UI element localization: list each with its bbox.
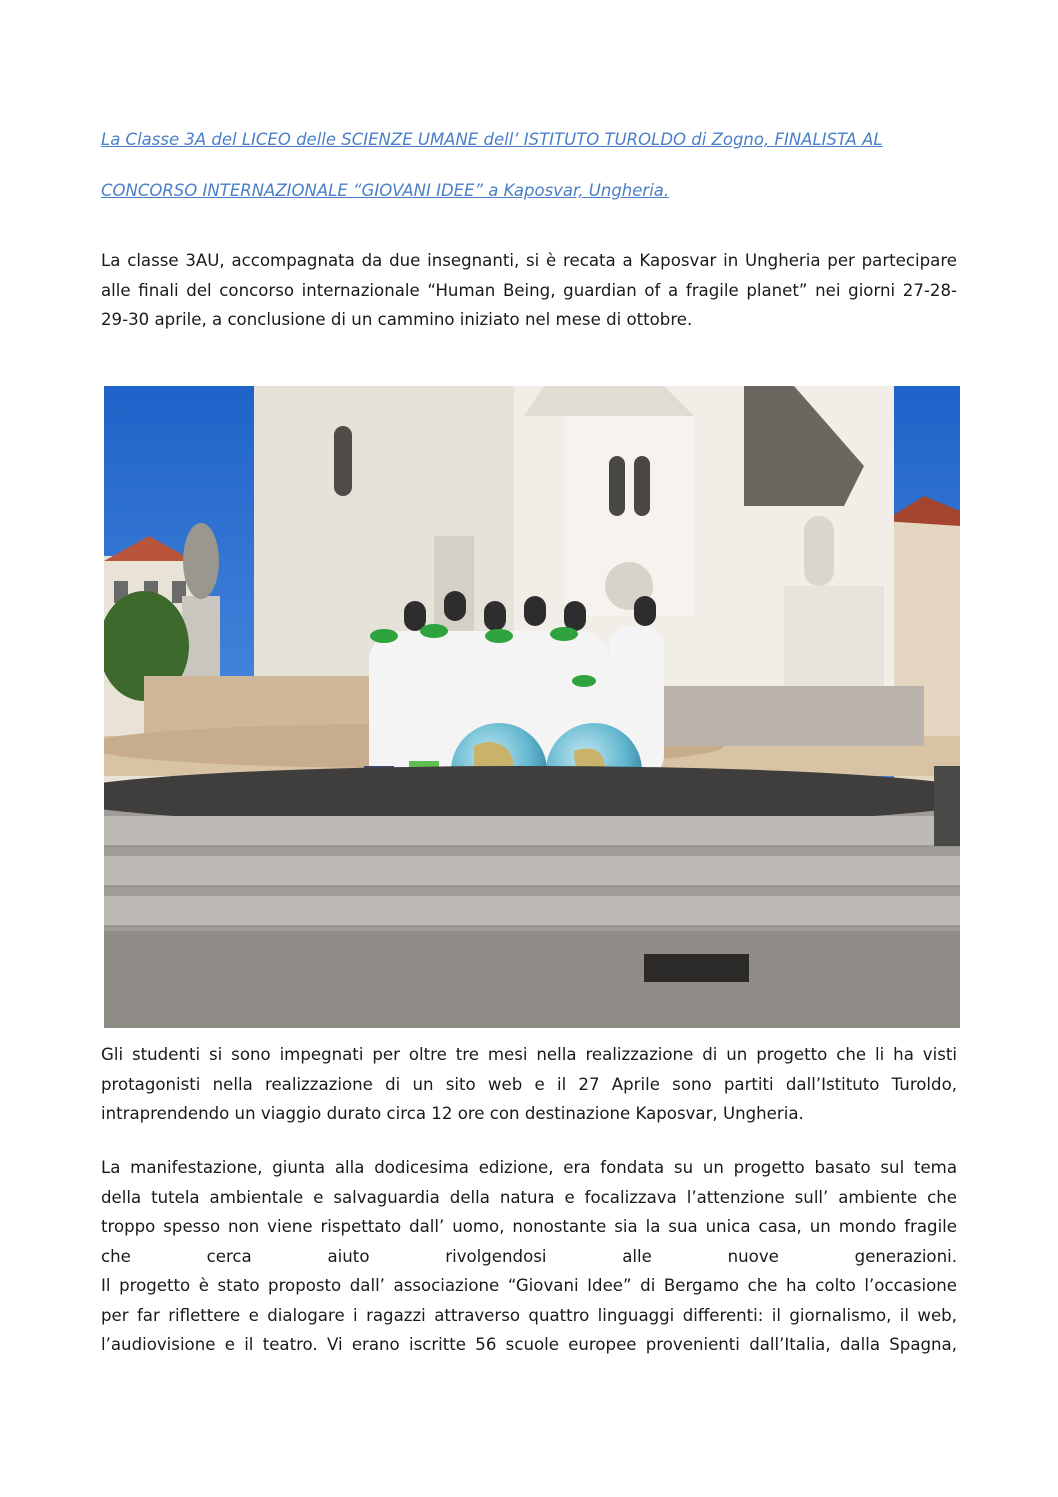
article-title-line-2[interactable]: CONCORSO INTERNAZIONALE “GIOVANI IDEE” a Kaposvar, Ungheria. (101, 181, 670, 200)
text-line: Gli studenti si sono impegnati per oltre tre mesi nella realizzazione di un progetto che li ha visti (101, 1045, 957, 1064)
text-line: troppo spesso non viene rispettato dall’ uomo, nonostante sia la sua unica casa, un mondo fragile (101, 1217, 957, 1236)
text-line: della tutela ambientale e salvaguardia della natura e focalizzava l’attenzione sull’ ambiente che (101, 1187, 957, 1207)
text-line: 29-30 aprile, a conclusione di un cammino iniziato nel mese di ottobre. (101, 310, 693, 329)
article-title-line-1[interactable]: La Classe 3A del LICEO delle SCIENZE UMANE dell’ ISTITUTO TUROLDO di Zogno, FINALISTA AL (101, 130, 883, 149)
text-line: che cerca aiuto rivolgendosi alle nuove generazioni. (101, 1246, 957, 1266)
body-paragraph-1 (101, 1040, 957, 1129)
text-line: intraprendendo un viaggio durato circa 12 ore con destinazione Kaposvar, Ungheria. (101, 1104, 804, 1123)
text-line: alle finali del concorso internazionale “Human Being, guardian of a fragile planet” nei giorni 27-28- (101, 280, 957, 300)
group-photo (104, 386, 960, 1028)
intro-paragraph (101, 246, 957, 335)
body-paragraph-2 (101, 1153, 957, 1360)
text-line: Il progetto è stato proposto dall’ associazione “Giovani Idee” di Bergamo che ha colto l’occasione (101, 1276, 957, 1295)
text-line: La classe 3AU, accompagnata da due insegnanti, si è recata a Kaposvar in Ungheria per partecipare (101, 251, 957, 270)
text-line: per far riflettere e dialogare i ragazzi attraverso quattro linguaggi differenti: il giornalismo, il web, (101, 1305, 957, 1325)
text-line: protagonisti nella realizzazione di un sito web e il 27 Aprile sono partiti dall’Istituto Turoldo, (101, 1074, 957, 1094)
text-line: La manifestazione, giunta alla dodicesima edizione, era fondata su un progetto basato sul tema (101, 1158, 957, 1177)
text-line: l’audiovisione e il teatro. Vi erano iscritte 56 scuole europee provenienti dall’Italia, dalla Spagna, (101, 1335, 957, 1354)
